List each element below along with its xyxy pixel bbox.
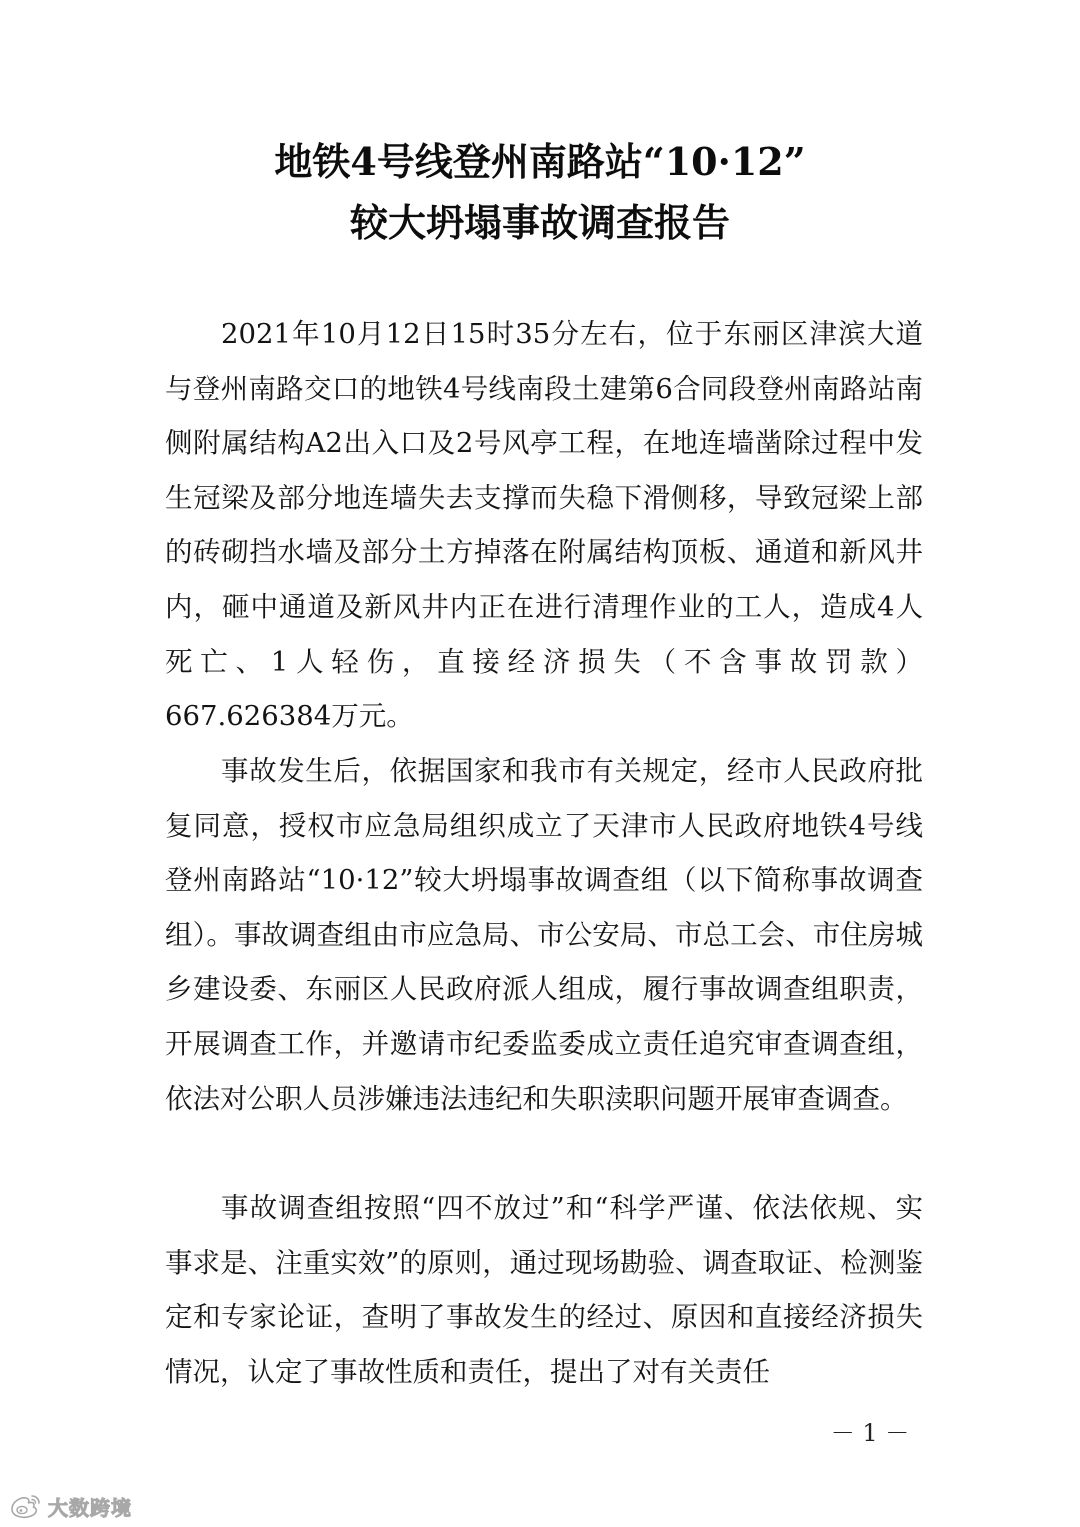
page-number: － 1 － [830, 1419, 910, 1447]
weibo-logo-icon [8, 1493, 42, 1519]
watermark [8, 1492, 132, 1520]
watermark-text: 大数跨境 [48, 1495, 132, 1520]
body-paragraph-3: 事故调查组按照“四不放过”和“科学严谨、依法依规、实事求是、注重实效”的原则，通过现场勘验、调查取证、检测鉴定和专家论证，查明了事故发生的经过、原因和直接经济损失情况，认定了事故性质和责任，提出了对有关责任 [165, 1192, 923, 1388]
report-title-line-1: 地铁4号线登州南路站“10·12” [274, 139, 806, 184]
body-paragraph-1: 2021年10月12日15时35分左右，位于东丽区津滨大道与登州南路交口的地铁4号线南段土建第6合同段登州南路站南侧附属结构A2出入口及2号风亭工程，在地连墙凿除过程中发生冠梁及部分地连墙失去支撑而失稳下滑侧移，导致冠梁上部的砖砌挡水墙及部分土方掉落在附属结构顶板、通道和新风井内，砸中通道及新风井内正在进行清理作业的工人，造成4人死亡、1人轻伤，直接经济损失（不含事故罚款）667.626384万元。 [165, 318, 923, 733]
report-title-line-2: 较大坍塌事故调查报告 [349, 200, 730, 245]
body-paragraph-2: 事故发生后，依据国家和我市有关规定，经市人民政府批复同意，授权市应急局组织成立了天津市人民政府地铁4号线登州南路站“10·12”较大坍塌事故调查组（以下简称事故调查组）。事故调查组由市应急局、市公安局、市总工会、市住房城乡建设委、东丽区人民政府派人组成，履行事故调查组职责，开展调查工作，并邀请市纪委监委成立责任追究审查调查组，依法对公职人员涉嫌违法违纪和失职渎职问题开展审查调查。 [165, 755, 923, 1115]
